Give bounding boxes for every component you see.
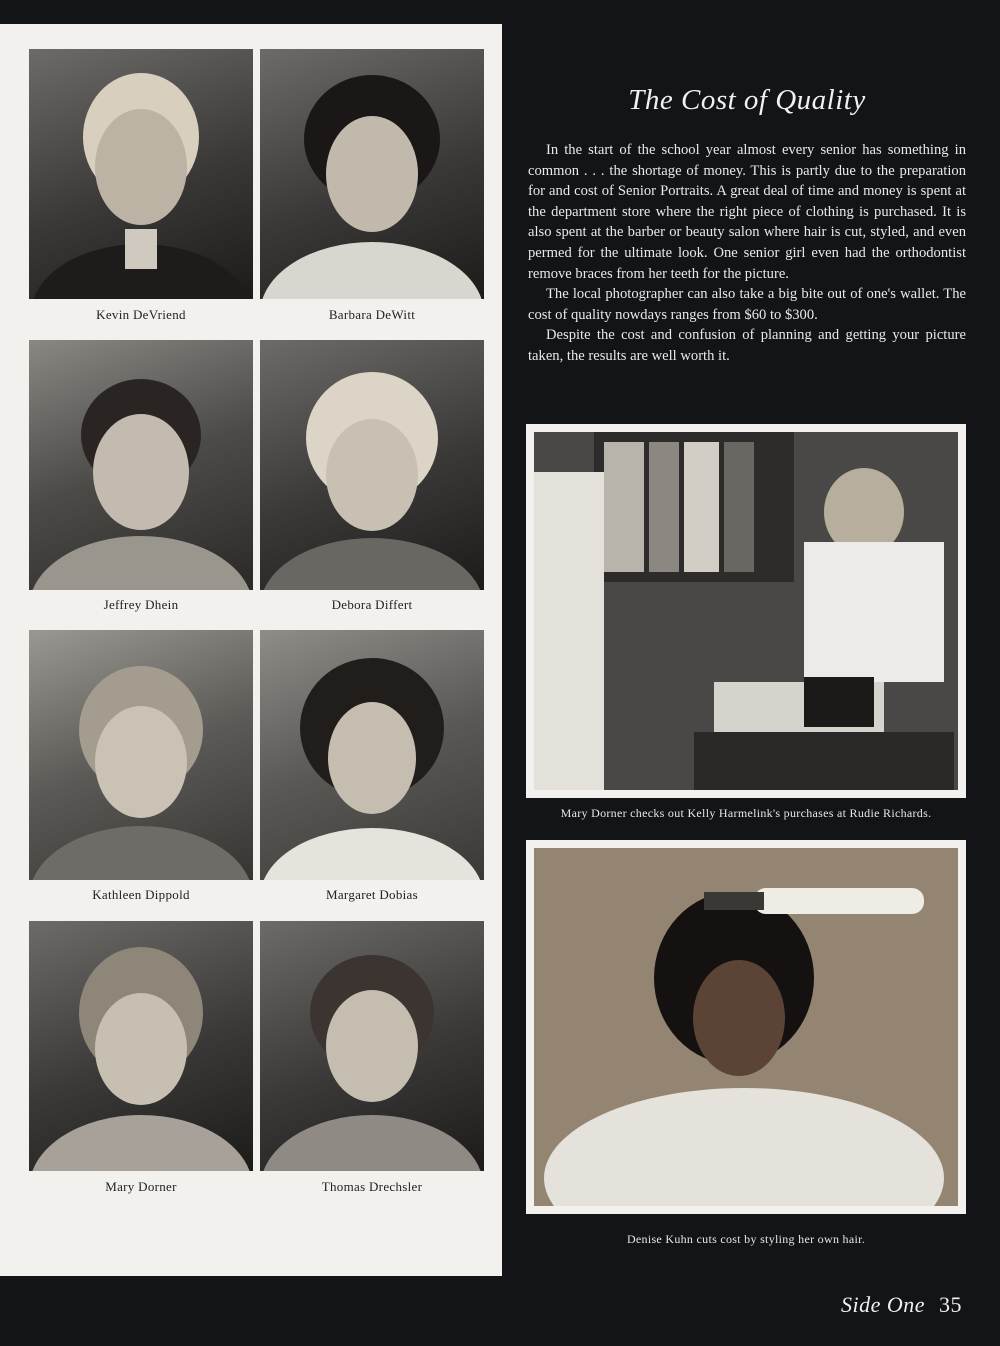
portrait-photo — [260, 921, 484, 1171]
portrait-name: Thomas Drechsler — [321, 1179, 423, 1194]
portrait-name: Debora Differt — [331, 597, 413, 612]
portrait-name: Margaret Dobias — [326, 887, 418, 902]
page-number: 35 — [939, 1292, 962, 1317]
portrait-panel — [0, 24, 502, 1276]
article-paragraph: In the start of the school year almost every senior has something in common . . . the shortage of money. This is partly due to the preparation for and cost of Senior Portraits. A great deal of time and money is spent at the department store where the right piece of clothing is purchased. It is also spent at the barber or beauty salon where hair is cut, styled, and even permed for the ultimate look. One senior girl even had the orthodontist remove braces from her teeth for the picture. — [528, 142, 966, 282]
page-footer — [841, 1292, 962, 1318]
portrait-photo — [29, 49, 253, 299]
portrait-photo — [260, 340, 484, 590]
store-photo-caption: Mary Dorner checks out Kelly Harmelink's purchases at Rudie Richards. — [560, 806, 932, 820]
article-title: The Cost of Quality — [628, 84, 866, 116]
portrait-photo — [260, 49, 484, 299]
portrait-name: Barbara DeWitt — [328, 307, 416, 322]
portrait-figure — [29, 49, 253, 299]
portrait-name: Jeffrey Dhein — [103, 597, 179, 612]
hair-photo-caption: Denise Kuhn cuts cost by styling her own hair. — [626, 1232, 866, 1246]
article-paragraph: The local photographer can also take a big bite out of one's wallet. The cost of quality nowdays ranges from $60 to $300. — [528, 286, 966, 323]
portrait-name: Kathleen Dippold — [92, 887, 190, 902]
article-body — [528, 140, 966, 367]
portrait-photo — [29, 921, 253, 1171]
portrait-name: Mary Dorner — [105, 1179, 177, 1194]
portrait-photo — [29, 340, 253, 590]
portrait-photo — [260, 630, 484, 880]
article-paragraph: Despite the cost and confusion of planning and getting your picture taken, the results are well worth it. — [528, 327, 966, 364]
hair-photo — [526, 840, 966, 1214]
store-photo — [526, 424, 966, 798]
section-name: Side One — [840, 1292, 925, 1317]
portrait-photo — [29, 630, 253, 880]
portrait-name: Kevin DeVriend — [96, 307, 186, 322]
